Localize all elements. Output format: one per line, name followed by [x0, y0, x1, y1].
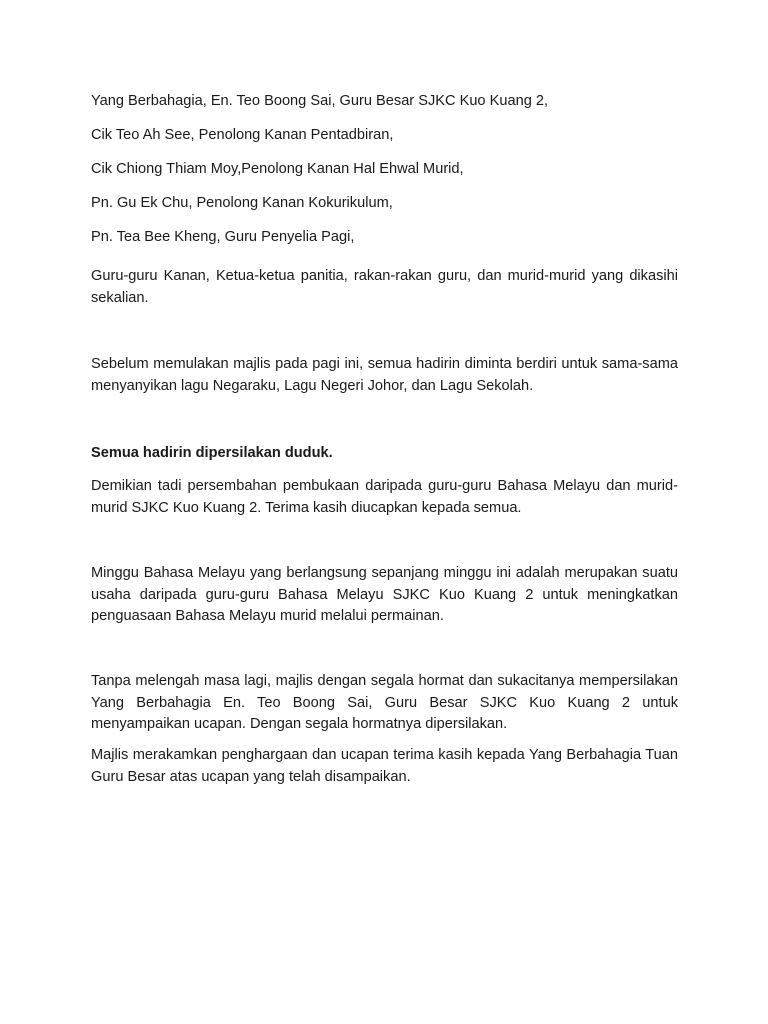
salutation-guru-besar: Yang Berbahagia, En. Teo Boong Sai, Guru Besar SJKC Kuo Kuang 2,	[91, 93, 549, 109]
salutation-pk-kokurikulum: Pn. Gu Ek Chu, Penolong Kanan Kokurikulum,	[91, 195, 393, 211]
opening-paragraph: Demikian tadi persembahan pembukaan daripada guru-guru Bahasa Melayu dan murid-murid SJKC Kuo Kuang 2. Terima kasih diucapkan kepada semua.	[91, 478, 678, 516]
salutation-pk-pentadbiran: Cik Teo Ah See, Penolong Kanan Pentadbiran,	[91, 127, 394, 143]
greeting-paragraph: Guru-guru Kanan, Ketua-ketua panitia, rakan-rakan guru, dan murid-murid yang dikasihi sekalian.	[91, 268, 678, 306]
salutation-guru-penyelia: Pn. Tea Bee Kheng, Guru Penyelia Pagi,	[91, 229, 355, 245]
seated-heading: Semua hadirin dipersilakan duduk.	[91, 445, 333, 461]
anthem-paragraph: Sebelum memulakan majlis pada pagi ini, semua hadirin diminta berdiri untuk sama-sama menyanyikan lagu Negaraku, Lagu Negeri Johor, dan Lagu Sekolah.	[91, 356, 678, 394]
thanks-paragraph: Majlis merakamkan penghargaan dan ucapan terima kasih kepada Yang Berbahagia Tuan Guru Besar atas ucapan yang telah disampaikan.	[91, 747, 678, 785]
salutation-pk-hem: Cik Chiong Thiam Moy,Penolong Kanan Hal Ehwal Murid,	[91, 161, 464, 177]
week-paragraph: Minggu Bahasa Melayu yang berlangsung sepanjang minggu ini adalah merupakan suatu usaha daripada guru-guru Bahasa Melayu SJKC Kuo Kuang 2 untuk meningkatkan penguasaan Bahasa Melayu murid melalui permainan.	[91, 565, 678, 624]
invite-paragraph: Tanpa melengah masa lagi, majlis dengan segala hormat dan sukacitanya mempersilakan Yang Berbahagia En. Teo Boong Sai, Guru Besar SJKC Kuo Kuang 2 untuk menyampaikan ucapan. Dengan segala hormatnya dipersilakan.	[91, 673, 678, 732]
